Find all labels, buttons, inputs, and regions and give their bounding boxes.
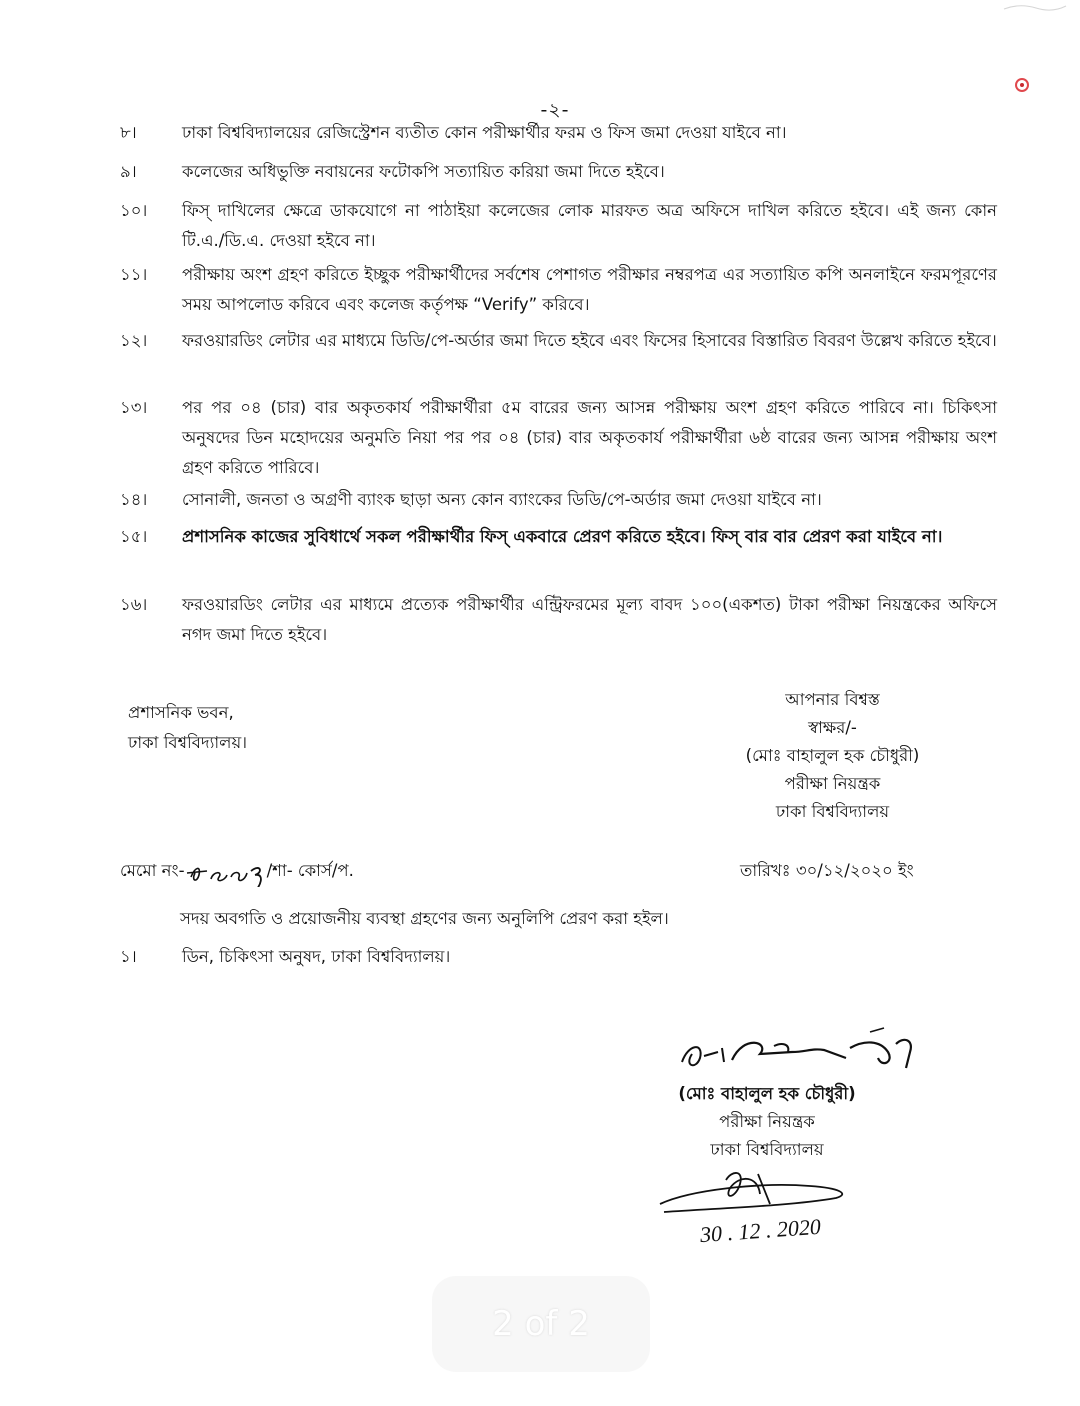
item-text-bold: প্রশাসনিক কাজের সুবিধার্থে সকল পরীক্ষার্থীর ফিস্ একবারে প্রেরণ করিতে হইবে। ফিস্ বার বার প্রেরণ করা যাইবে না। (182, 527, 943, 546)
handwritten-date-text: 30 . 12 . 2020 (699, 1213, 822, 1248)
item-number: ১১। (120, 265, 148, 284)
page-indicator-overlay[interactable] (432, 1276, 650, 1372)
item-number: ১৫। (120, 527, 148, 546)
memo-prefix: মেমো নং- (120, 861, 185, 880)
memo-date: তারিখঃ ৩০/১২/২০২০ ইং (740, 861, 914, 880)
memo-line (120, 856, 354, 887)
signature-block (700, 686, 965, 826)
address-line-1: প্রশাসনিক ভবন, (128, 703, 234, 722)
item-text: সোনালী, জনতা ও অগ্রণী ব্যাংক ছাড়া অন্য কোন ব্যাংকের ডিডি/পে-অর্ডার জমা দেওয়া যাইবে না। (182, 490, 822, 509)
item-text: পরীক্ষায় অংশ গ্রহণ করিতে ইচ্ছুক পরীক্ষার্থীদের সর্বশেষ পেশাগত পরীক্ষার নম্বরপত্র এর সত্যায়িত কপি অনলাইনে ফরমপূরণের সময় আপলোড করিবে এবং কলেজ কর্তৃপক্ষ “Verify” করিবে। (182, 265, 997, 314)
record-indicator-icon[interactable] (1015, 78, 1029, 92)
signatory-title: পরীক্ষা নিয়ন্ত্রক (784, 774, 881, 793)
stamp-name: (মোঃ বাহালুল হক চৌধুরী) (678, 1084, 856, 1103)
signatory-name: (মোঃ বাহালুল হক চৌধুরী) (745, 746, 920, 765)
page-number: -২- (540, 99, 570, 121)
item-text: কলেজের অধিভুক্তি নবায়নের ফটোকপি সত্যায়িত করিয়া জমা দিতে হইবে। (182, 162, 665, 181)
item-number: ১৪। (120, 490, 148, 509)
item-text: ফিস্ দাখিলের ক্ষেত্রে ডাকযোগে না পাঠাইয়া কলেজের লোক মারফত অত্র অফিসে দাখিল করিতে হইবে। এই জন্য কোন টি.এ./ডি.এ. দেওয়া হইবে না। (182, 201, 997, 250)
address-line-2: ঢাকা বিশ্ববিদ্যালয়। (128, 733, 248, 752)
item-number: ১৩। (120, 398, 148, 417)
signed-text: স্বাক্ষর/- (808, 718, 857, 737)
handwritten-initials-and-date (640, 1160, 880, 1250)
copy-item-text: ডিন, চিকিৎসা অনুষদ, ঢাকা বিশ্ববিদ্যালয়। (182, 947, 451, 966)
item-number: ১০। (120, 201, 148, 220)
scan-smudge (1000, 0, 1070, 16)
page-indicator-text: 2 of 2 (492, 1304, 590, 1344)
item-number: ১২। (120, 331, 148, 350)
item-text: ফরওয়ারডিং লেটার এর মাধ্যমে প্রত্যেক পরীক্ষার্থীর এন্ট্রিফরমের মূল্য বাবদ ১০০(একশত) টাকা পরীক্ষা নিয়ন্ত্রকের অফিসে নগদ জমা দিতে হইবে। (182, 595, 997, 644)
stamp-block (644, 1080, 890, 1164)
stamp-title: পরীক্ষা নিয়ন্ত্রক (719, 1112, 815, 1131)
item-text: পর পর ০৪ (চার) বার অকৃতকার্য পরীক্ষার্থীরা ৫ম বারের জন্য আসন্ন পরীক্ষায় অংশ গ্রহণ করিতে পারিবে না। চিকিৎসা অনুষদের ডিন মহোদয়ের অনুমতি নিয়া পর পর ০৪ (চার) বার অকৃতকার্য পরীক্ষার্থীরা ৬ষ্ঠ বারের জন্য আসন্ন পরীক্ষায় অংশ গ্রহণ করিতে পারিবে। (182, 398, 997, 477)
item-number: ১৬। (120, 595, 148, 614)
memo-handwritten-number (185, 857, 267, 887)
item-text: ঢাকা বিশ্ববিদ্যালয়ের রেজিস্ট্রেশন ব্যতীত কোন পরীক্ষার্থীর ফরম ও ফিস জমা দেওয়া যাইবে না। (182, 123, 787, 142)
item-text: ফরওয়ারডিং লেটার এর মাধ্যমে ডিডি/পে-অর্ডার জমা দিতে হইবে এবং ফিসের হিসাবের বিস্তারিত বিবরণ উল্লেখ করিতে হইবে। (182, 331, 997, 350)
sender-address (128, 698, 247, 758)
copy-item-number: ১। (120, 947, 137, 966)
stamp-org: ঢাকা বিশ্ববিদ্যালয় (710, 1140, 824, 1159)
copy-note: সদয় অবগতি ও প্রয়োজনীয় ব্যবস্থা গ্রহণের জন্য অনুলিপি প্রেরণ করা হইল। (180, 909, 669, 928)
signatory-org: ঢাকা বিশ্ববিদ্যালয় (775, 802, 890, 821)
memo-suffix: /শা- কোর্স/প. (266, 861, 354, 880)
closing-text: আপনার বিশ্বস্ত (785, 690, 880, 709)
handwritten-signature (674, 1022, 936, 1084)
item-number: ৮। (120, 123, 137, 142)
item-number: ৯। (120, 162, 137, 181)
